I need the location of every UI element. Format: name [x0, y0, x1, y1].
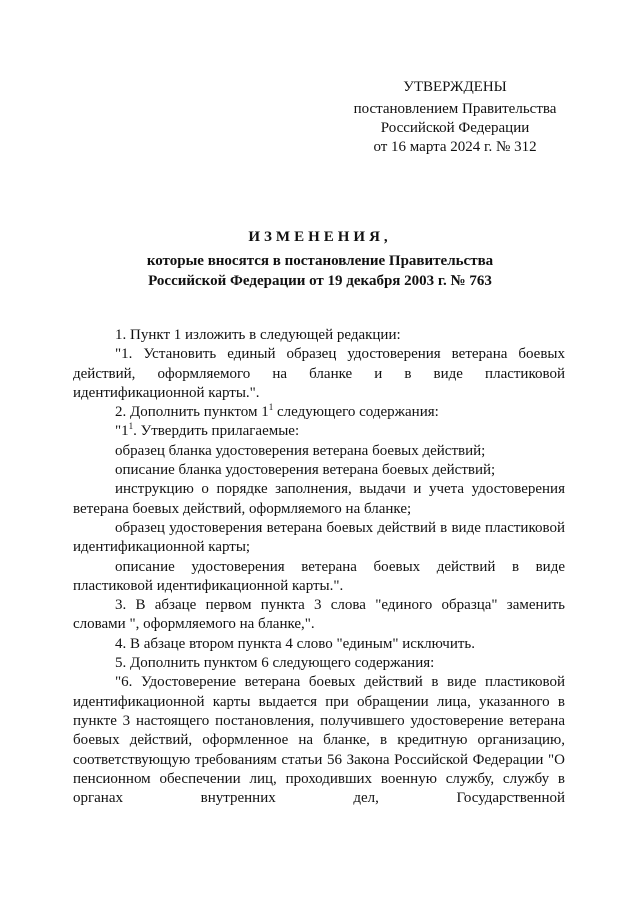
approval-line-2: Российской Федерации	[380, 120, 530, 136]
paragraph-1: 1. Пункт 1 изложить в следующей редакции:	[115, 327, 401, 343]
approval-line-3: от 16 марта 2024 г. № 312	[373, 139, 537, 155]
document-title: ИЗМЕНЕНИЯ,	[248, 229, 392, 245]
paragraph-7: инструкцию о порядке заполнения, выдачи и учета удостоверения ветерана боевых действий, оформляемого на бланке;	[73, 481, 565, 517]
paragraph-3-superscript: 1	[268, 402, 274, 413]
paragraph-11: 4. В абзаце втором пункта 4 слово "единым" исключить.	[115, 635, 476, 652]
paragraph-4-text-end: . Утвердить прилагаемые:	[133, 423, 300, 440]
document-heading	[70, 227, 570, 291]
paragraph-5: образец бланка удостоверения ветерана боевых действий;	[115, 442, 486, 459]
paragraph-4-superscript: 1	[128, 421, 134, 432]
approved-label: УТВЕРЖДЕНЫ	[403, 79, 507, 95]
paragraph-12: 5. Дополнить пунктом 6 следующего содержания:	[115, 655, 435, 672]
paragraph-4	[73, 422, 565, 441]
paragraph-13: "6. Удостоверение ветерана боевых действий в виде пластиковой идентификационной карты выдается при обращении лица, указанного в пункте 3 настоящего постановления, получившего удостоверение ветерана боевых действий, оформленное на бланке, в кредитную организацию, соответствующую требованиям статьи 56 Закона Российской Федерации "О пенсионном обеспечении лиц, проходивших военную службу, службу в органах внутренних дел, Государственной	[73, 674, 565, 807]
paragraph-6: описание бланка удостоверения ветерана боевых действий;	[115, 462, 496, 479]
approval-stamp	[325, 78, 585, 157]
paragraph-10: 3. В абзаце первом пункта 3 слова "единого образца" заменить словами ", оформляемого на бланке,".	[73, 597, 565, 633]
paragraph-3-text: 2. Дополнить пунктом 1	[115, 404, 269, 421]
approval-line-1: постановлением Правительства	[353, 101, 557, 117]
paragraph-4-text: "1	[115, 423, 129, 440]
paragraph-3-text-end: следующего содержания:	[273, 404, 439, 421]
paragraph-3	[73, 403, 565, 422]
paragraph-2: "1. Установить единый образец удостоверения ветерана боевых действий, оформляемого на бланке и в виде пластиковой идентификационной карты.".	[73, 346, 565, 401]
document-subtitle-line-1: которые вносятся в постановление Правительства	[146, 253, 494, 269]
paragraph-8: образец удостоверения ветерана боевых действий в виде пластиковой идентификационной карты;	[73, 519, 565, 556]
paragraph-9: описание удостоверения ветерана боевых действий в виде пластиковой идентификационной карты.".	[73, 558, 565, 594]
document-subtitle-line-2: Российской Федерации от 19 декабря 2003 г. № 763	[148, 273, 492, 289]
document-body	[73, 326, 565, 808]
